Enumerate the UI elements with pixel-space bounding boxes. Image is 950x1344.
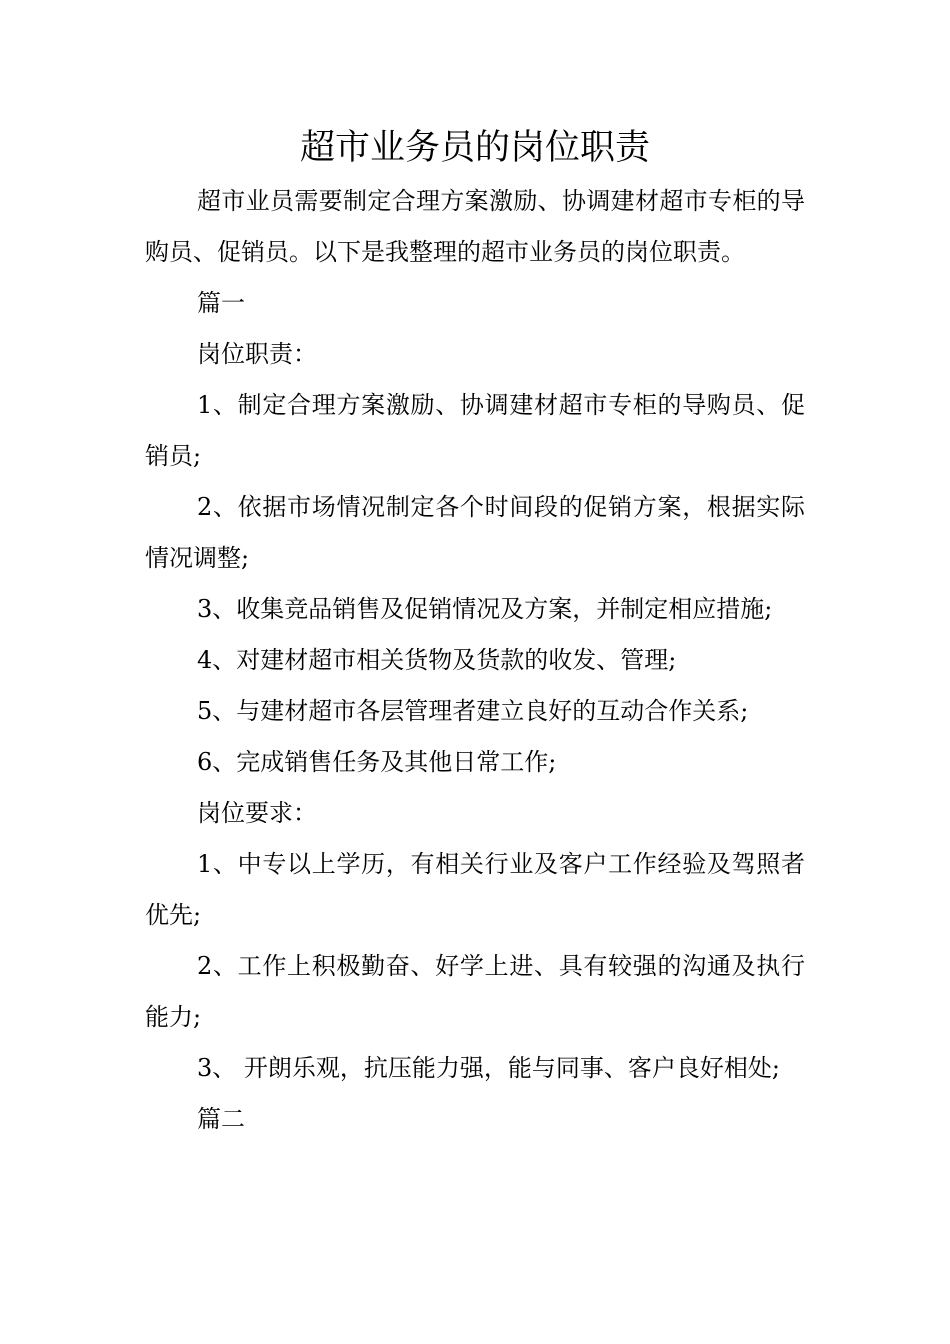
intro-paragraph: 超市业员需要制定合理方案激励、协调建材超市专柜的导购员、促销员。以下是我整理的超市业务员的岗位职责。 — [145, 187, 805, 266]
document-body — [145, 176, 805, 1145]
duty-item: 5、与建材超市各层管理者建立良好的互动合作关系; — [197, 697, 749, 725]
requirement-item: 3、 开朗乐观，抗压能力强，能与同事、客户良好相处; — [197, 1054, 780, 1082]
duty-item: 1、制定合理方案激励、协调建材超市专柜的导购员、促销员; — [145, 391, 805, 470]
duty-item: 6、完成销售任务及其他日常工作; — [197, 748, 557, 776]
duties-heading: 岗位职责： — [197, 340, 317, 368]
section-heading-1: 篇一 — [197, 289, 245, 317]
document-title: 超市业务员的岗位职责 — [299, 128, 650, 168]
requirements-heading: 岗位要求： — [197, 799, 317, 827]
requirement-item: 1、中专以上学历，有相关行业及客户工作经验及驾照者优先; — [145, 850, 805, 929]
duty-item: 2、依据市场情况制定各个时间段的促销方案，根据实际情况调整; — [145, 493, 805, 572]
duty-item: 4、对建材超市相关货物及货款的收发、管理; — [197, 646, 677, 674]
section-heading-2: 篇二 — [197, 1105, 245, 1133]
requirement-item: 2、工作上积极勤奋、好学上进、具有较强的沟通及执行能力; — [145, 952, 805, 1031]
duty-item: 3、收集竞品销售及促销情况及方案，并制定相应措施; — [197, 595, 773, 623]
